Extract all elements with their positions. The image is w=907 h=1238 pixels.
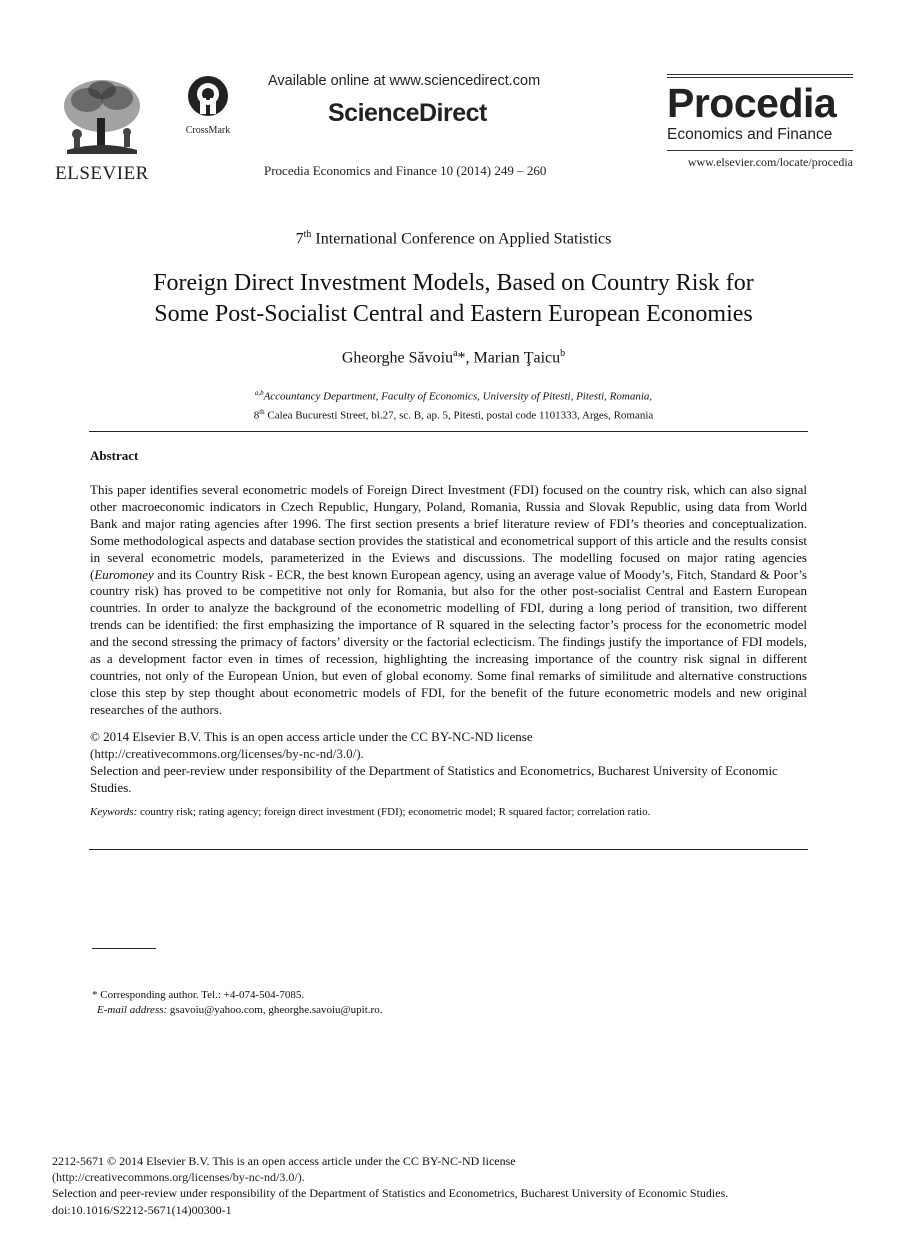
article-title [60,268,847,330]
elsevier-wordmark: ELSEVIER [55,163,149,184]
address-number: 8 [253,409,260,422]
address-text: Calea Bucuresti Street, bl.27, sc. B, ap. 5, Pitesti, postal code 1101333, Arges, Romania [264,409,654,422]
author-separator: , [465,349,474,367]
address-suffix: th [259,407,265,416]
journal-reference: Procedia Economics and Finance 10 (2014) 249 – 260 [264,163,547,178]
author-name: Gheorghe Săvoiu [341,349,454,367]
peer-review-statement: Selection and peer-review under responsibility of the Department of Statistics and Econometrics, Bucharest University of Economic Studies. [90,762,778,795]
sciencedirect-logo: ScienceDirect [328,99,487,127]
email-line [92,1003,382,1018]
procedia-subtitle: Economics and Finance [667,126,833,143]
affiliation-text: Accountancy Department, Faculty of Economics, University of Pitesti, Pitesti, Romania, [263,390,653,403]
title-line: Foreign Direct Investment Models, Based on Country Risk for [153,270,754,296]
journal-url-link[interactable]: www.elsevier.com/locate/procedia [687,155,853,169]
address-line [0,405,907,424]
conference-ordinal-suffix: th [303,229,312,240]
issn-line: 2212-5671 © 2014 Elsevier B.V. This is an open access article under the CC BY-NC-ND license [52,1154,516,1168]
footer-license-link[interactable]: (http://creativecommons.org/licenses/by-nc-nd/3.0/). [52,1170,305,1185]
conference-title: International Conference on Applied Statistics [315,230,612,248]
license-link[interactable]: (http://creativecommons.org/licenses/by-nc-nd/3.0/). [90,745,364,761]
page-footer [52,1153,862,1218]
affiliation [0,386,907,423]
title-line: Some Post-Socialist Central and Eastern European Economies [154,301,753,327]
corresponding-author-note: * Corresponding author. Tel.: +4-074-504-7085. [92,989,305,1001]
crossmark-badge[interactable] [180,74,236,134]
copyright-block [90,729,807,797]
footnote [92,988,382,1018]
logo-divider [667,77,853,78]
keywords [90,806,807,818]
elsevier-logo [52,74,152,184]
conference-name [0,229,907,248]
elsevier-tree-icon [57,74,147,158]
author-affiliation-mark: a [453,348,458,359]
available-online-text: Available online at www.sciencedirect.com [268,73,541,89]
affiliation-mark: a,b [254,389,264,397]
crossmark-icon [186,74,230,118]
footer-peer-review: Selection and peer-review under responsibility of the Department of Statistics and Econometrics, Bucharest University of Economic Studies. [52,1186,729,1201]
procedia-wordmark: Procedia [667,80,837,126]
keywords-label: Keywords: [90,806,138,818]
copyright-line: © 2014 Elsevier B.V. This is an open access article under the CC BY-NC-ND license [90,729,533,744]
affiliation-line [0,386,907,405]
logo-divider [667,74,853,75]
procedia-logo [667,74,853,170]
abstract-text: This paper identifies several econometric models of Foreign Direct Investment (FDI) focused on the country risk, which can also signal other macroeconomic indicators in Czech Republic, Hungary, Poland, Romania, Russia and Slovak Republic, using data from World Bank and major rating agencies after 1996. The first section presents a brief literature review of FDI’s theories and conceptualization. Some methodological aspects and database section provides the statistical and econometrical support of this article and the results consist in several econometric models, parameterized in the Eviews and discussions. The modelling focused on major rating agencies ( [90,482,807,582]
keywords-list: country risk; rating agency; foreign direct investment (FDI); econometric model; R squared factor; correlation ratio. [137,806,651,818]
author-list [0,348,907,367]
email-label: E-mail address: [97,1004,168,1016]
author-affiliation-mark: b [560,348,566,359]
abstract-heading: Abstract [90,448,139,463]
crossmark-label: CrossMark [185,125,231,136]
email-address[interactable]: gsavoiu@yahoo.com, gheorghe.savoiu@upit.ro. [167,1004,383,1016]
footnote-divider [92,948,156,949]
corresponding-mark: * [457,349,466,367]
author-name: Marian Ţaicu [473,349,561,367]
logo-divider [667,150,853,151]
conference-ordinal: 7 [295,230,304,248]
section-divider [89,431,808,432]
abstract-text-italic: Euromoney [94,566,154,582]
abstract-text: and its Country Risk - ECR, the best known European agency, using an average value of Moody’s, Fitch, Standard & Poor’s country risk) has proved to be competitive not only for Romania, but also for the other post-socialist Central and Eastern European countries. In order to analyze the background of the econometric modelling of FDI, during a long period of transition, two different trends can be identified: the first emphasizing the importance of R squared in the selecting factor’s process for the econometric model and the second stressing the primacy of factors’ diversity or the factorial eclecticism. The findings justify the importance of FDI models, as a development factor even in times of recession, highlighting the increasing importance of the country risk signal in different countries, not only of the European Union, but even of global economy. Some final remarks of similitude and alternative constructions close this step by step thought about econometric models of FDI, for the benefit of the future econometric models and new original researches of the authors. [90,566,807,717]
doi[interactable]: doi:10.1016/S2212-5671(14)00300-1 [52,1202,232,1217]
abstract-body [90,482,807,719]
section-divider [89,849,808,850]
